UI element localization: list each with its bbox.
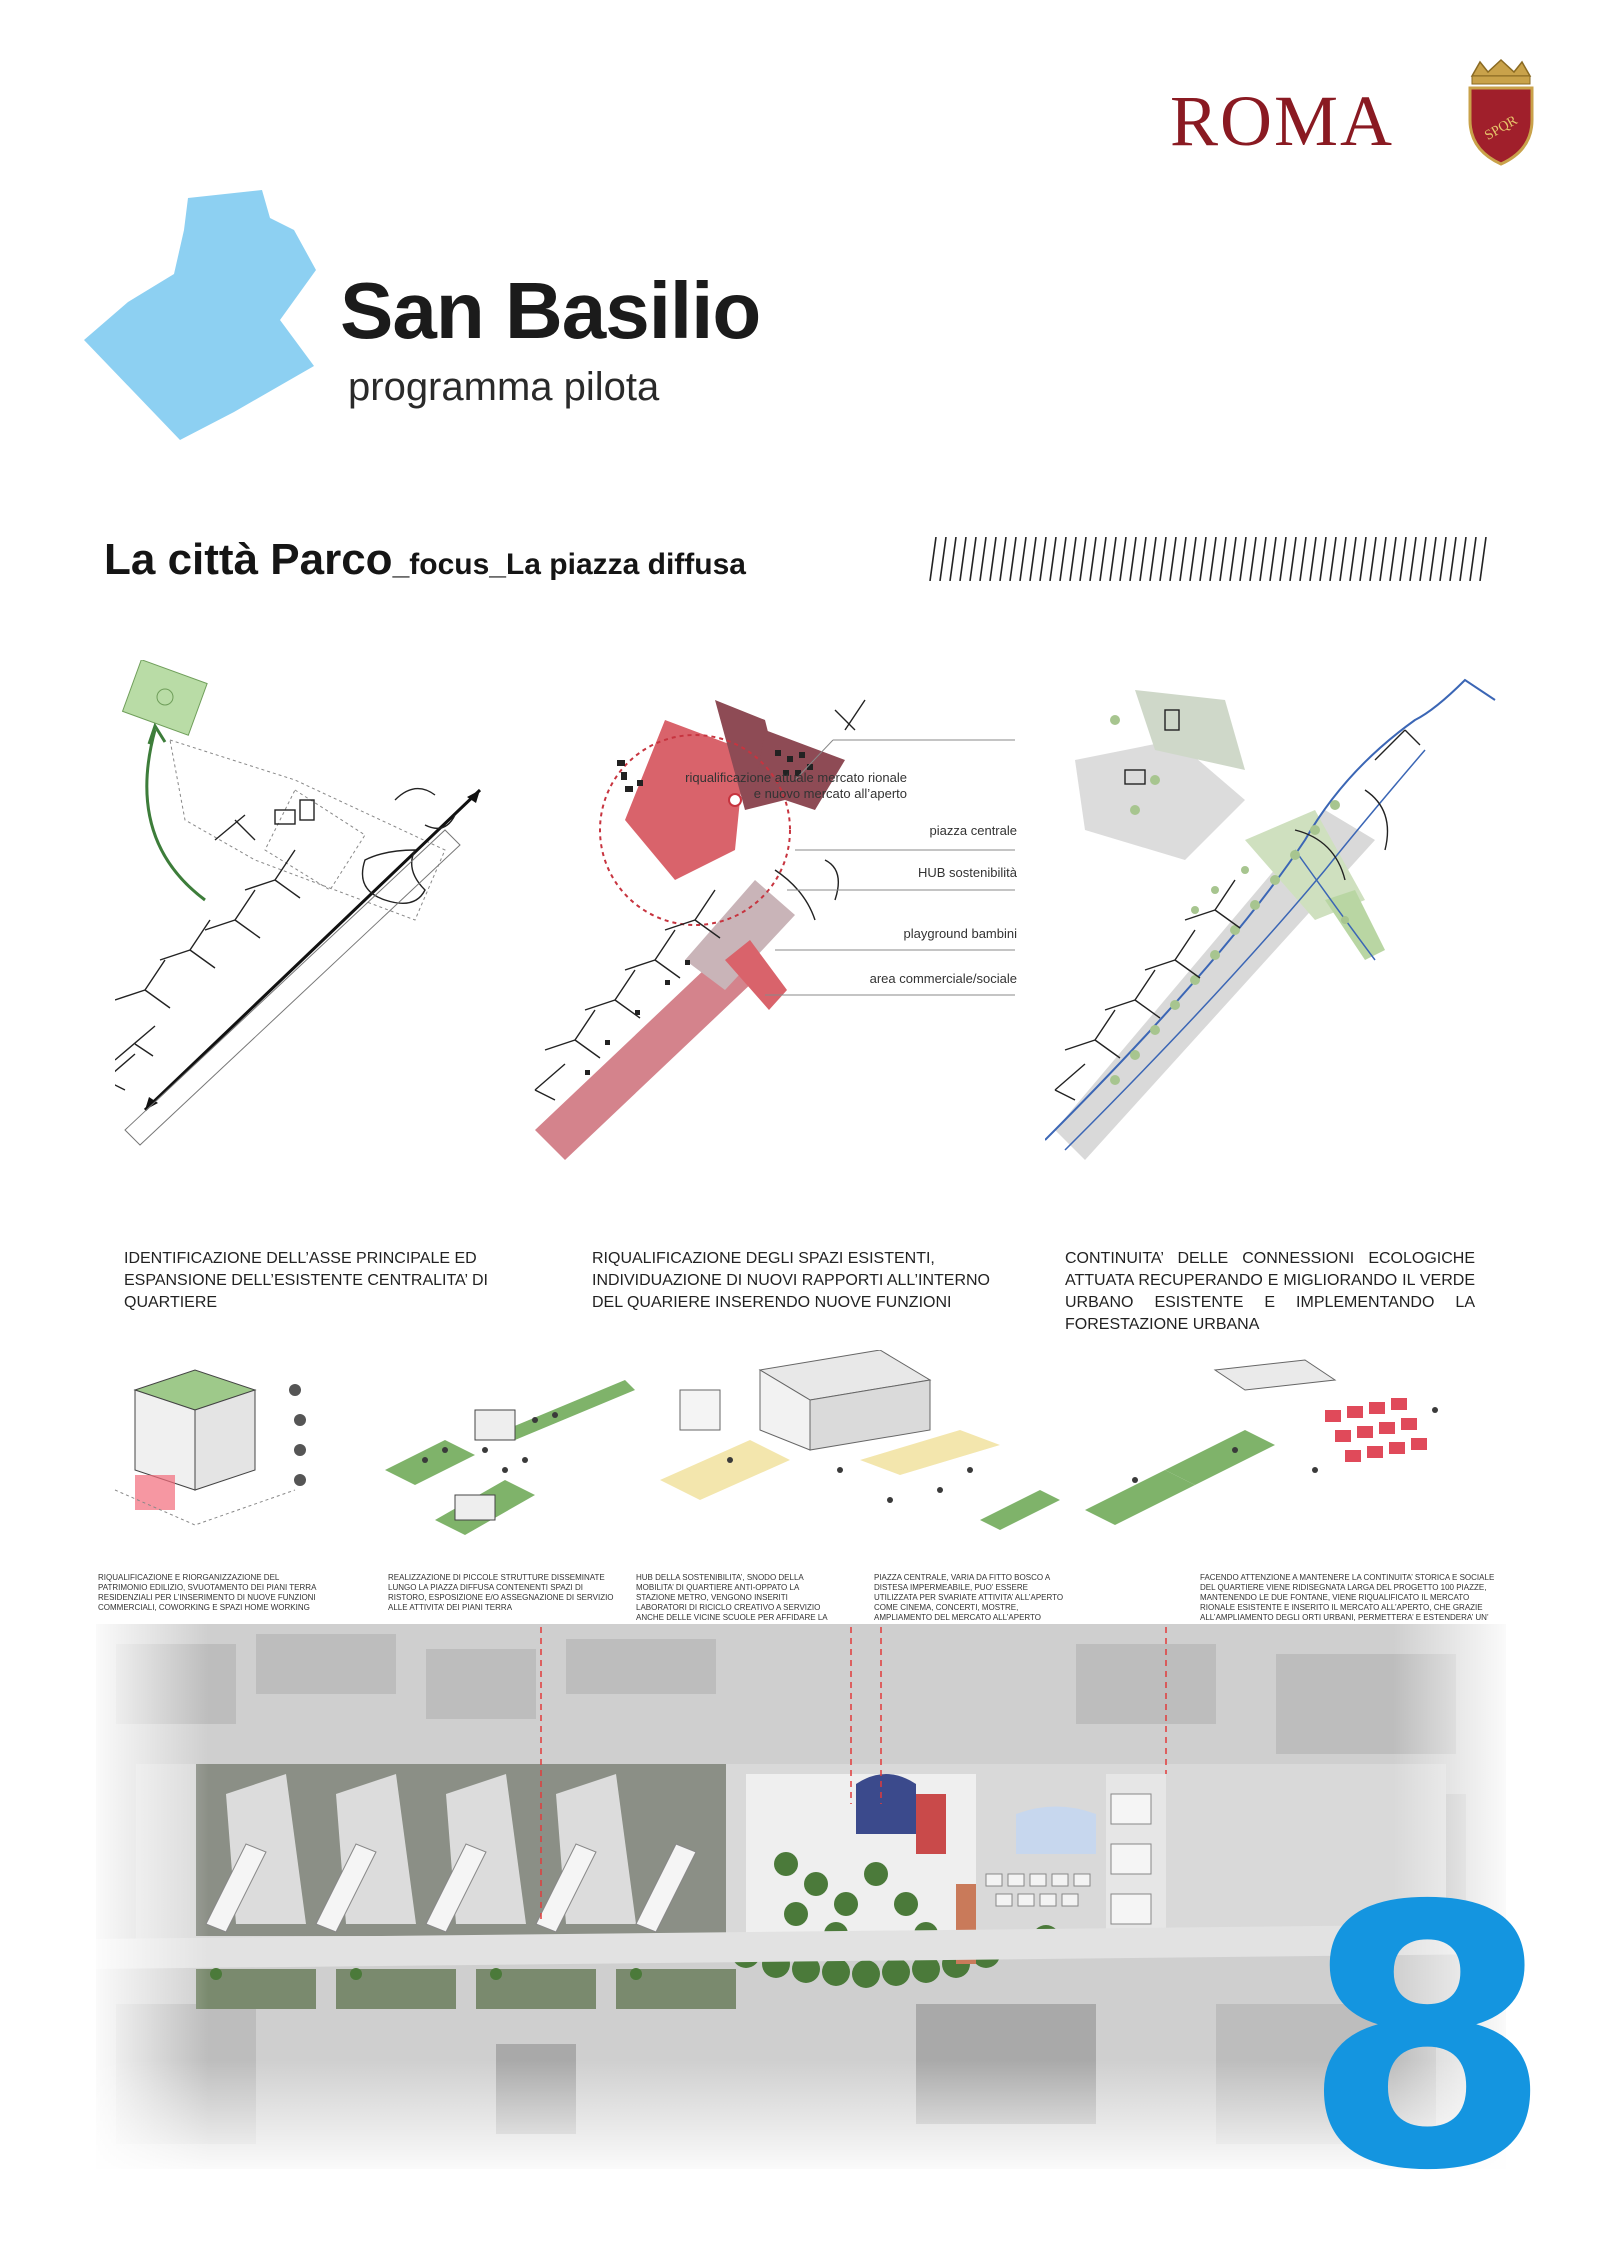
caption-axis: IDENTIFICAZIONE DELL’ASSE PRINCIPALE ED ESPANSIONE DELL’ESISTENTE CENTRALITA’ DI QUARTIERE: [124, 1250, 488, 1311]
san-basilio-district-shape: [84, 190, 384, 440]
section-title-focus: _focus_La piazza diffusa: [392, 548, 746, 581]
section-title-main: La città Parco: [104, 535, 393, 584]
label-hub: HUB sostenibilità: [918, 865, 1017, 880]
axis-diagram: [115, 660, 535, 1160]
label-market: riqualificazione attuale mercato rionale: [685, 770, 907, 785]
note-central-square: PIAZZA CENTRALE, VARIA DA FITTO BOSCO A DISTESA IMPERMEABILE, PUO’ ESSERE UTILIZZATA PER SVARIATE ATTIVITA’ ALL’APERTO COME CINEMA, CONCERTI, MOSTRE, AMPLIAMENTO DEL MERCATO ALL’APERTO: [874, 1573, 1064, 1622]
crest-text: SPQR: [1482, 113, 1521, 144]
aerial-masterplan: [96, 1624, 1506, 2169]
axo-hub-vignette: [640, 1350, 1060, 1550]
roma-crest-icon: [1460, 58, 1542, 168]
page-title: San Basilio: [340, 266, 761, 355]
label-commercial-area: area commerciale/sociale: [869, 971, 1017, 986]
ecological-diagram: [1045, 660, 1505, 1160]
roma-logo-text: ROMA: [1170, 81, 1395, 161]
note-sustainability-hub: HUB DELLA SOSTENIBILITA’, SNODO DELLA MOBILITA’ DI QUARTIERE ANTI-OPPATO LA STAZIONE METRO, VENGONO INSERITI LABORATORI DI RICICLO CREATIVO A SERVIZIO ANCHE DELLE VICINE SCUOLE PER AFFIDARE LA: [636, 1573, 828, 1622]
note-small-structures: REALIZZAZIONE DI PICCOLE STRUTTURE DISSEMINATE LUNGO LA PIAZZA DIFFUSA CONTENENTI SPAZI DI RISTORO, ESPOSIZIONE E/O ASSEGNAZIONE DI SERVIZIO ALLE ATTIVITA’ DEI PIANI TERRA: [388, 1573, 614, 1612]
page-number: 8: [1302, 1830, 1553, 2249]
axo-plaza-structures-vignette: [385, 1350, 635, 1550]
caption-ecology: CONTINUITA’ DELLE CONNESSIONI ECOLOGICHE ATTUATA RECUPERANDO E MIGLIORANDO IL VERDE URBANO ESISTENTE E IMPLEMENTANDO LA FORESTAZIONE URBANA: [1065, 1250, 1475, 1333]
note-market-continuity: FACENDO ATTENZIONE A MANTENERE LA CONTINUITA’ STORICA E SOCIALE DEL QUARTIERE VIENE RIDISEGNATA LARGA DEL PROGETTO 100 PIAZZE, MANTENENDO LE DUE FONTANE, VIENE RIQUALIFICATO IL MERCATO RIONALE ESISTENTE E INSERITO IL MERCATO ALL’APERTO, CHE GRAZIE ALL’AMPLIAMENTO DEGLI ORTI URBANI, PERMETTERA’ E ESTENDERA’ UN’: [1200, 1573, 1495, 1622]
label-central-square: piazza centrale: [929, 823, 1017, 838]
axo-market-vignette: [1085, 1350, 1500, 1550]
caption-spaces: RIQUALIFICAZIONE DEGLI SPAZI ESISTENTI, INDIVIDUAZIONE DI NUOVI RAPPORTI ALL’INTERNO DEL QUARIERE INSERENDO NUOVE FUNZIONI: [592, 1250, 990, 1311]
section-title: [104, 535, 746, 585]
note-building-regeneration: RIQUALIFICAZIONE E RIORGANIZZAZIONE DEL PATRIMONIO EDILIZIO, SVUOTAMENTO DEI PIANI TERRA RESIDENZIALI PER L’INSERIMENTO DI NUOVE FUNZIONI COMMERCIALI, COWORKING E SPAZI HOME WORKING: [98, 1573, 316, 1612]
label-playground: playground bambini: [903, 926, 1017, 941]
page-subtitle: programma pilota: [348, 365, 660, 409]
label-open-market: e nuovo mercato all’aperto: [753, 786, 907, 801]
hatch-decoration: [924, 537, 1496, 581]
plaza-diagram: [525, 660, 1125, 1160]
axo-building-vignette: [95, 1350, 335, 1550]
